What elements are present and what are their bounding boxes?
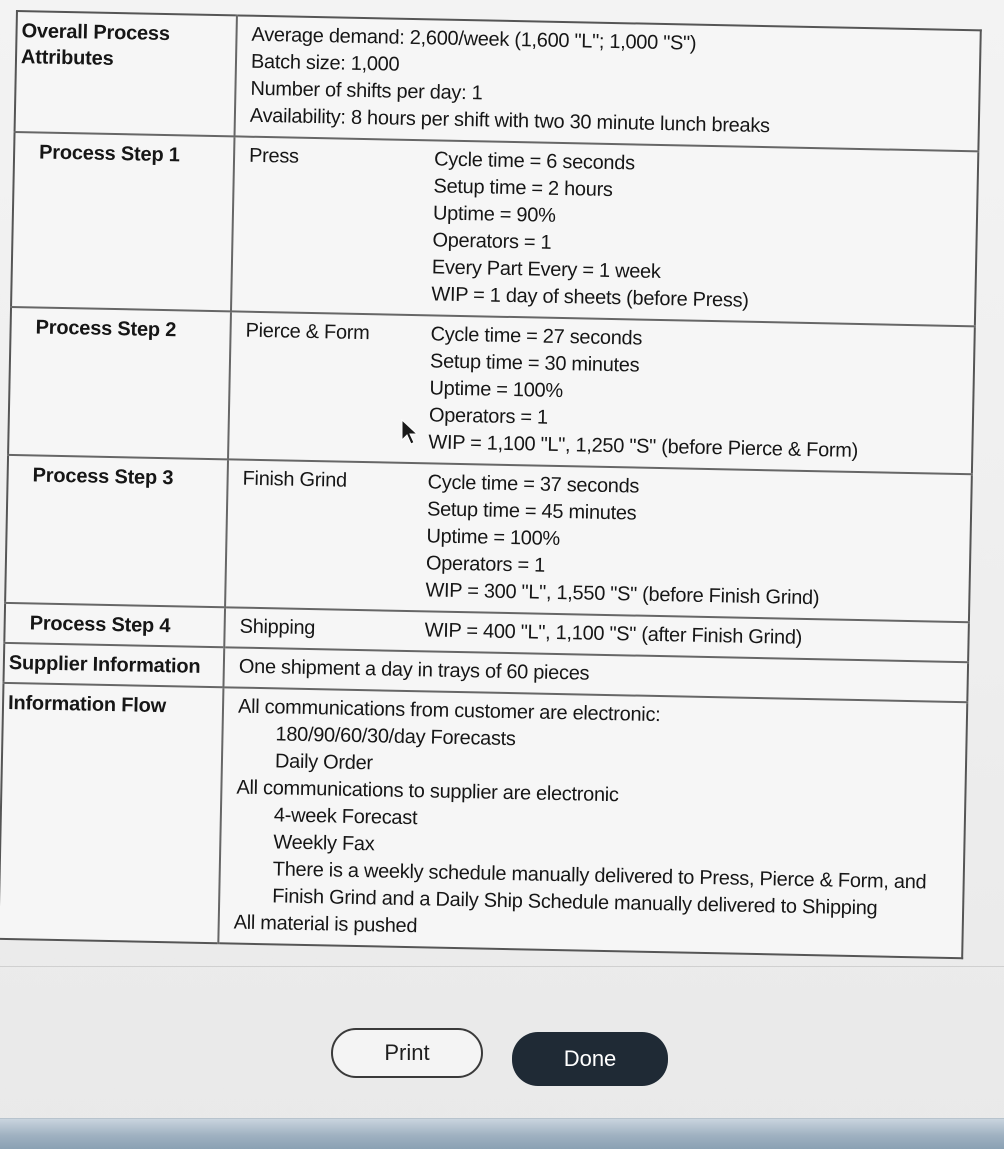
param-uptime: Uptime = 90% <box>432 202 556 227</box>
overall-shifts: Number of shifts per day: 1 <box>250 77 483 105</box>
mouse-cursor-icon <box>401 419 419 445</box>
step-name: Press <box>248 144 299 168</box>
step-params <box>428 321 968 467</box>
overall-availability: Availability: 8 hours per shift with two 30 minute lunch breaks <box>249 104 770 138</box>
overall-row <box>15 11 981 151</box>
param-wip: WIP = 300 "L", 1,550 "S" (before Finish Grind) <box>425 579 820 610</box>
step-row-2 <box>8 307 975 474</box>
info-flow-row <box>0 683 967 958</box>
supplier-weekly-fax: Weekly Fax <box>273 831 375 856</box>
supplier-forecast: 4-week Forecast <box>273 804 418 830</box>
param-setup-time: Setup time = 45 minutes <box>426 498 637 525</box>
process-info-panel <box>0 10 1004 978</box>
param-cycle-time: Cycle time = 6 seconds <box>433 148 635 175</box>
param-cycle-time: Cycle time = 37 seconds <box>427 471 640 498</box>
info-flow-content <box>218 687 967 958</box>
step-params <box>424 617 961 655</box>
param-operators: Operators = 1 <box>432 229 552 254</box>
overall-batch-size: Batch size: 1,000 <box>250 50 400 76</box>
param-wip: WIP = 1,100 "L", 1,250 "S" (before Pierce & Form) <box>428 431 859 462</box>
step-content <box>225 459 972 622</box>
schedule-note-line-2: Finish Grind and a Daily Ship Schedule manually delivered to Shipping <box>272 885 878 920</box>
window-bottom-bar <box>0 1118 1004 1149</box>
divider <box>0 966 1004 967</box>
overall-label: Overall Process Attributes <box>15 11 237 136</box>
supplier-comm-heading: All communications to supplier are electronic <box>236 776 619 807</box>
dialog-buttons <box>0 1028 1004 1090</box>
step-content <box>228 311 975 474</box>
param-operators: Operators = 1 <box>428 404 549 429</box>
step-row-3 <box>5 455 972 622</box>
overall-content <box>235 15 981 151</box>
param-uptime: Uptime = 100% <box>429 377 564 403</box>
print-button[interactable]: Print <box>331 1028 483 1078</box>
step-name: Shipping <box>239 615 316 640</box>
step-name: Finish Grind <box>242 467 348 492</box>
step-name: Pierce & Form <box>245 319 370 345</box>
param-uptime: Uptime = 100% <box>426 525 561 551</box>
process-info-table <box>0 10 982 959</box>
step-label: Process Step 4 <box>4 603 225 647</box>
customer-daily-order: Daily Order <box>274 750 374 775</box>
step-label: Process Step 2 <box>8 307 231 459</box>
param-wip: WIP = 400 "L", 1,100 "S" (after Finish Grind) <box>424 619 803 649</box>
param-every-part-every: Every Part Every = 1 week <box>431 256 661 283</box>
step-params <box>431 146 971 319</box>
step-label: Process Step 1 <box>11 132 234 311</box>
param-setup-time: Setup time = 2 hours <box>433 175 613 202</box>
supplier-text: One shipment a day in trays of 60 pieces <box>238 655 590 685</box>
overall-demand: Average demand: 2,600/week (1,600 "L"; 1,000 "S") <box>251 23 697 55</box>
material-pushed-note: All material is pushed <box>233 911 418 938</box>
customer-comm-heading: All communications from customer are electronic: <box>237 695 661 727</box>
step-content <box>231 136 978 326</box>
step-label: Process Step 3 <box>5 455 228 607</box>
customer-forecasts: 180/90/60/30/day Forecasts <box>275 723 516 751</box>
param-setup-time: Setup time = 30 minutes <box>429 350 640 377</box>
schedule-note-line-1: There is a weekly schedule manually delivered to Press, Pierce & Form, and <box>272 858 927 894</box>
step-row-1 <box>11 132 978 326</box>
supplier-label: Supplier Information <box>3 643 224 687</box>
info-flow-label: Information Flow <box>0 683 223 943</box>
param-operators: Operators = 1 <box>425 552 546 577</box>
step-params <box>425 469 965 615</box>
done-button[interactable]: Done <box>512 1032 668 1086</box>
param-cycle-time: Cycle time = 27 seconds <box>430 323 643 350</box>
param-wip: WIP = 1 day of sheets (before Press) <box>431 283 749 312</box>
